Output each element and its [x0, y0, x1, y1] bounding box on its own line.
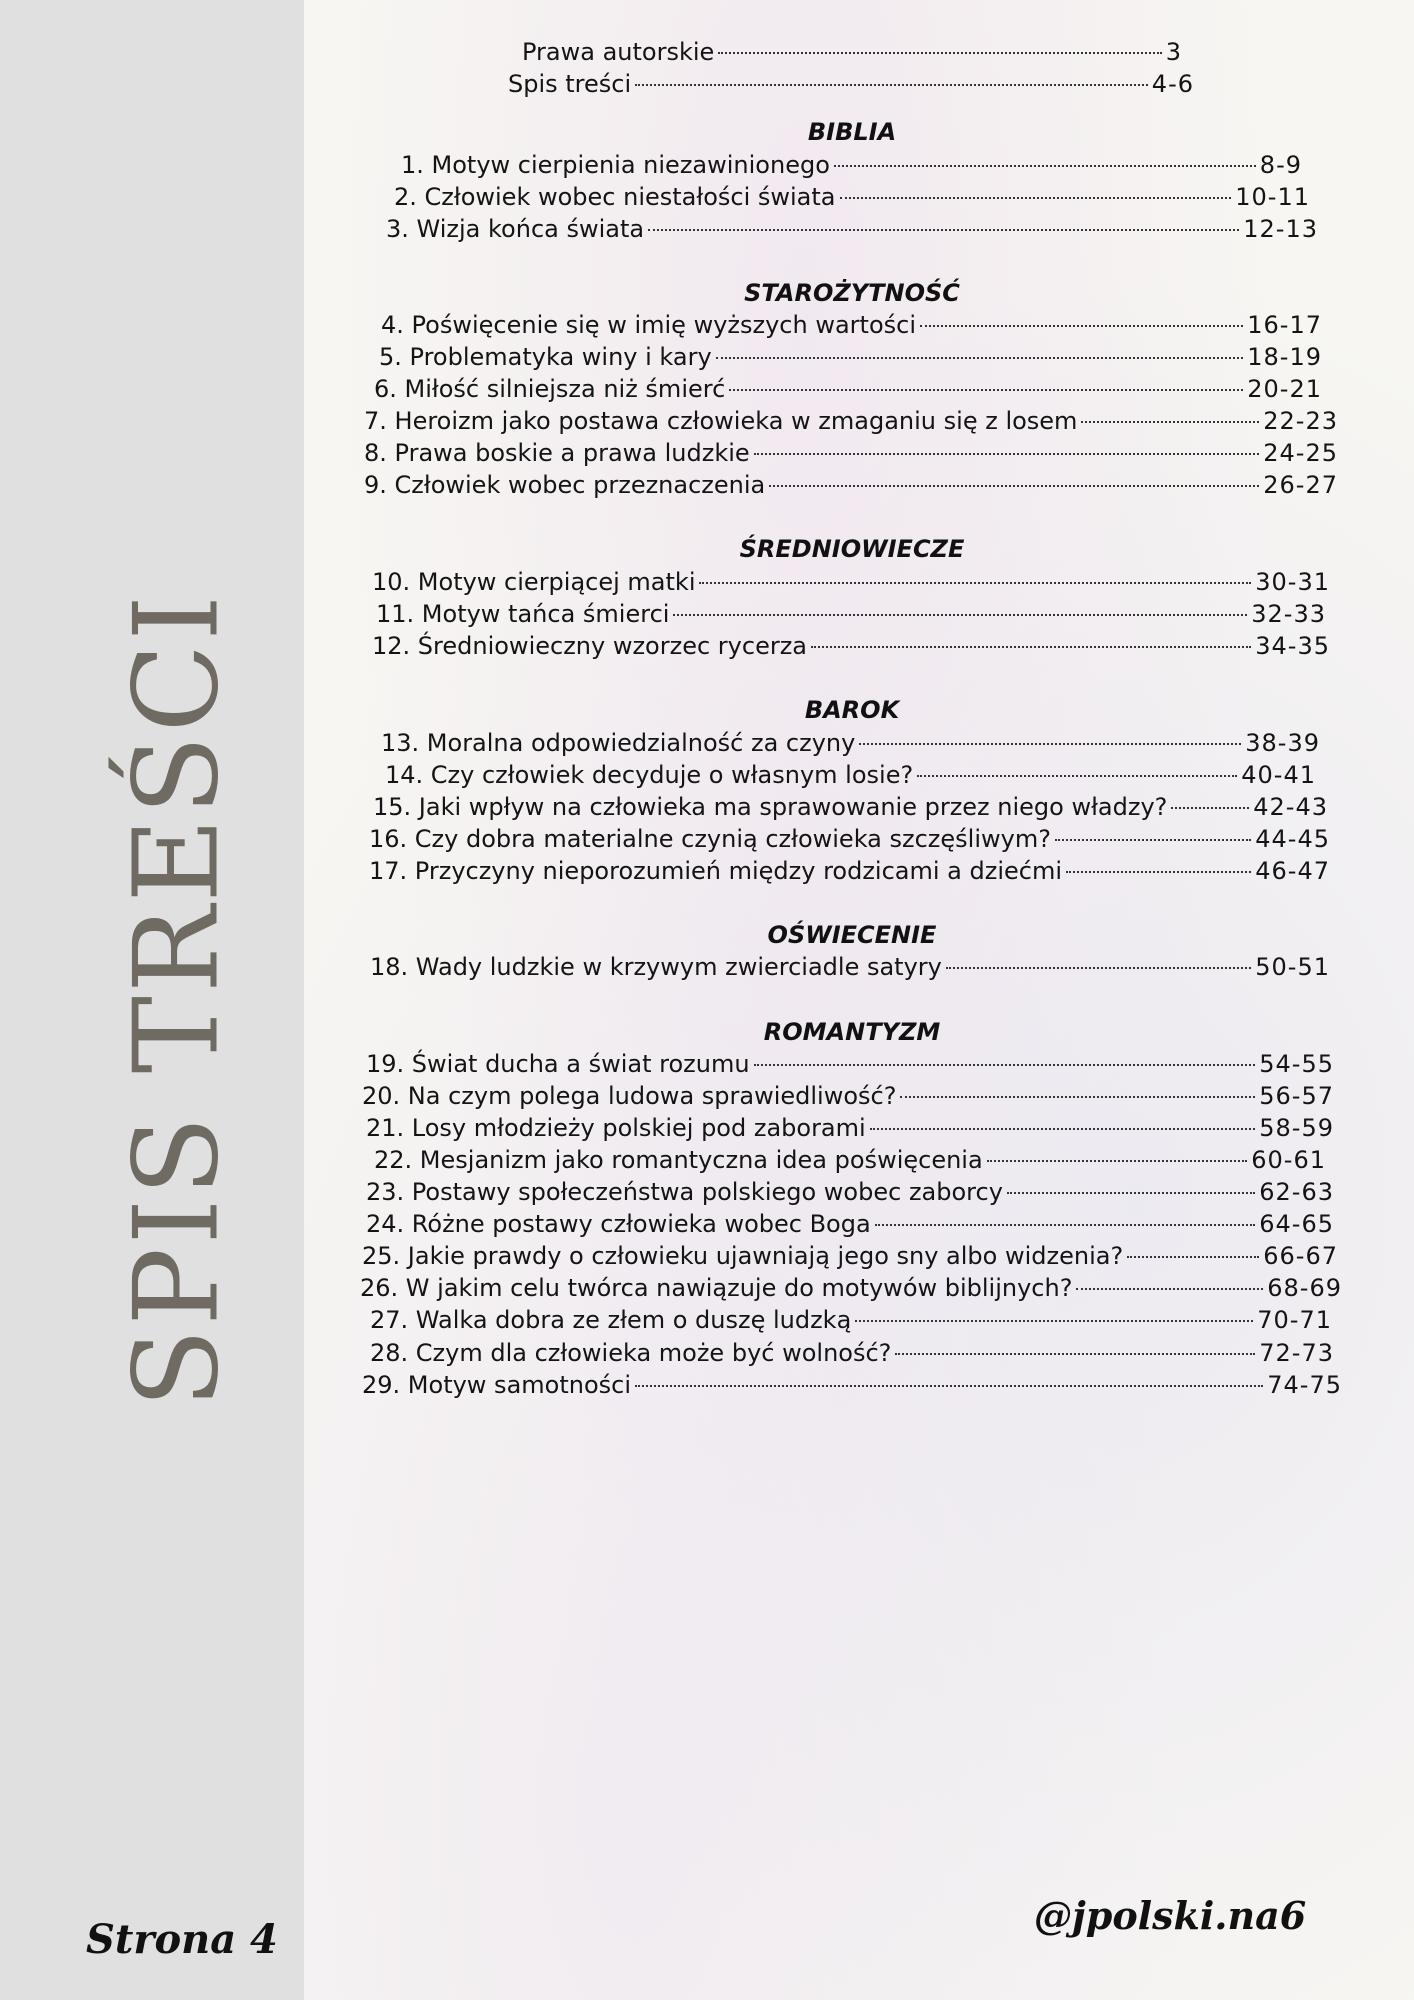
- toc-entry[interactable]: [379, 341, 1322, 373]
- toc-entry-pages: 3: [1165, 38, 1182, 66]
- toc-entry-title: 12. Średniowieczny wzorzec rycerza: [372, 632, 807, 660]
- toc-entry[interactable]: [360, 1272, 1342, 1304]
- toc-entry-pages: 26-27: [1263, 471, 1338, 499]
- toc-entry-pages: 32-33: [1251, 600, 1326, 628]
- toc-entry[interactable]: [394, 181, 1310, 213]
- section-heading: BAROK: [804, 696, 900, 724]
- dot-leader: [859, 743, 1241, 745]
- toc-entry[interactable]: [386, 213, 1318, 245]
- author-handle: @jpolski.na6: [1034, 1893, 1307, 1938]
- toc-entry-title: 25. Jakie prawdy o człowieku ujawniają jego sny albo widzenia?: [362, 1242, 1124, 1270]
- dot-leader: [840, 197, 1232, 199]
- dot-leader: [1007, 1192, 1255, 1194]
- dot-leader: [987, 1160, 1248, 1162]
- toc-entry[interactable]: [362, 1240, 1338, 1272]
- toc-entry-pages: 46-47: [1255, 857, 1330, 885]
- toc-entry-pages: 24-25: [1263, 439, 1338, 467]
- toc-entry-pages: 54-55: [1259, 1050, 1334, 1078]
- toc-entry-front-matter[interactable]: [522, 36, 1182, 68]
- toc-entry-pages: 4-6: [1151, 70, 1194, 98]
- dot-leader: [895, 1353, 1255, 1355]
- toc-entry-title: 21. Losy młodzieży polskiej pod zaborami: [366, 1114, 866, 1142]
- dot-leader: [1055, 839, 1251, 841]
- toc-entry-pages: 34-35: [1255, 632, 1330, 660]
- toc-entry-title: 1. Motyw cierpienia niezawinionego: [401, 151, 830, 179]
- toc-entry[interactable]: [372, 566, 1330, 598]
- dot-leader: [870, 1128, 1256, 1130]
- toc-entry-pages: 72-73: [1259, 1339, 1334, 1367]
- dot-leader: [635, 1385, 1263, 1387]
- dot-leader: [834, 165, 1256, 167]
- toc-entry[interactable]: [364, 469, 1338, 501]
- toc-entry-title: Spis treści: [508, 70, 632, 98]
- toc-entry[interactable]: [385, 759, 1316, 791]
- toc-entry-pages: 8-9: [1259, 151, 1302, 179]
- toc-entry[interactable]: [373, 791, 1328, 823]
- toc-entry-title: Prawa autorskie: [522, 38, 715, 66]
- toc-entry-front-matter[interactable]: [508, 68, 1194, 100]
- toc-entry-title: 26. W jakim celu twórca nawiązuje do motywów biblijnych?: [360, 1274, 1073, 1302]
- toc-entry-title: 5. Problematyka winy i kary: [379, 343, 712, 371]
- toc-entry[interactable]: [364, 437, 1338, 469]
- toc-entry[interactable]: [370, 1304, 1332, 1336]
- toc-entry-title: 10. Motyw cierpiącej matki: [372, 568, 696, 596]
- dot-leader: [1066, 871, 1251, 873]
- dot-leader: [1171, 807, 1249, 809]
- toc-entry-pages: 56-57: [1259, 1082, 1334, 1110]
- toc-entry[interactable]: [374, 1144, 1326, 1176]
- toc-entry-title: 20. Na czym polega ludowa sprawiedliwość?: [362, 1082, 897, 1110]
- dot-leader: [699, 582, 1251, 584]
- section-heading: OŚWIECENIE: [767, 921, 937, 949]
- toc-entry-pages: 10-11: [1235, 183, 1310, 211]
- toc-entry-pages: 18-19: [1247, 343, 1322, 371]
- dot-leader: [754, 1064, 1256, 1066]
- toc-entry-pages: 22-23: [1263, 407, 1338, 435]
- toc-entry[interactable]: [369, 855, 1330, 887]
- dot-leader: [729, 389, 1243, 391]
- toc-entry[interactable]: [381, 309, 1322, 341]
- dot-leader: [920, 325, 1243, 327]
- toc-entry-pages: 64-65: [1259, 1210, 1334, 1238]
- toc-entry-title: 15. Jaki wpływ na człowieka ma sprawowanie przez niego władzy?: [373, 793, 1168, 821]
- sidebar: [0, 0, 304, 2000]
- toc-entry-title: 29. Motyw samotności: [362, 1371, 632, 1399]
- toc-entry[interactable]: [366, 1208, 1334, 1240]
- page-number-label: Strona 4: [86, 1916, 278, 1963]
- toc-entry-title: 16. Czy dobra materialne czynią człowieka szczęśliwym?: [369, 825, 1051, 853]
- dot-leader: [716, 357, 1244, 359]
- toc-entry-pages: 66-67: [1263, 1242, 1338, 1270]
- dot-leader: [811, 646, 1251, 648]
- toc-entry-title: 9. Człowiek wobec przeznaczenia: [364, 471, 766, 499]
- dot-leader: [648, 229, 1239, 231]
- toc-entry-title: 27. Walka dobra ze złem o duszę ludzką: [370, 1306, 852, 1334]
- toc-entry-pages: 58-59: [1259, 1114, 1334, 1142]
- toc-entry-title: 19. Świat ducha a świat rozumu: [366, 1050, 750, 1078]
- dot-leader: [900, 1096, 1255, 1098]
- toc-entry-pages: 50-51: [1255, 953, 1330, 981]
- toc-entry-pages: 70-71: [1257, 1306, 1332, 1334]
- toc-entry-pages: 44-45: [1255, 825, 1330, 853]
- toc-entry-title: 7. Heroizm jako postawa człowieka w zmaganiu się z losem: [364, 407, 1078, 435]
- toc-entry[interactable]: [370, 1337, 1334, 1369]
- dot-leader: [754, 453, 1260, 455]
- toc-entry-pages: 74-75: [1267, 1371, 1342, 1399]
- toc-entry-pages: 12-13: [1243, 215, 1318, 243]
- toc-entry-pages: 30-31: [1255, 568, 1330, 596]
- toc-entry[interactable]: [369, 823, 1330, 855]
- toc-entry-pages: 62-63: [1259, 1178, 1334, 1206]
- toc-entry[interactable]: [366, 1176, 1334, 1208]
- toc-entry[interactable]: [370, 951, 1330, 983]
- toc-entry-title: 8. Prawa boskie a prawa ludzkie: [364, 439, 750, 467]
- section-heading: ROMANTYZM: [763, 1018, 941, 1046]
- section-heading: STAROŻYTNOŚĆ: [744, 279, 960, 307]
- toc-entry-title: 3. Wizja końca świata: [386, 215, 645, 243]
- toc-entry[interactable]: [376, 598, 1326, 630]
- toc-entry-title: 28. Czym dla człowieka może być wolność?: [370, 1339, 892, 1367]
- toc-entry-pages: 60-61: [1251, 1146, 1326, 1174]
- vertical-title: SPIS TREŚCI: [109, 591, 245, 1409]
- dot-leader: [635, 84, 1148, 86]
- toc-entry-title: 17. Przyczyny nieporozumień między rodzicami a dziećmi: [369, 857, 1063, 885]
- dot-leader: [1127, 1256, 1259, 1258]
- dot-leader: [946, 967, 1251, 969]
- toc-entry-title: 24. Różne postawy człowieka wobec Boga: [366, 1210, 871, 1238]
- dot-leader: [917, 775, 1237, 777]
- dot-leader: [718, 52, 1161, 54]
- toc-entry[interactable]: [362, 1080, 1334, 1112]
- toc-entry-pages: 20-21: [1247, 375, 1322, 403]
- toc-entry[interactable]: [381, 727, 1320, 759]
- toc-page: [304, 0, 1414, 2000]
- toc-entry-title: 14. Czy człowiek decyduje o własnym losie?: [385, 761, 914, 789]
- dot-leader: [673, 614, 1247, 616]
- toc-entry-title: 4. Poświęcenie się w imię wyższych wartości: [381, 311, 916, 339]
- toc-entry[interactable]: [372, 630, 1330, 662]
- section-heading: ŚREDNIOWIECZE: [739, 535, 965, 563]
- toc-entry-pages: 16-17: [1247, 311, 1322, 339]
- toc-entry-title: 18. Wady ludzkie w krzywym zwierciadle satyry: [370, 953, 942, 981]
- toc-entry[interactable]: [366, 1048, 1334, 1080]
- toc-entry-pages: 38-39: [1245, 729, 1320, 757]
- toc-entry[interactable]: [401, 149, 1302, 181]
- toc-entry-title: 13. Moralna odpowiedzialność za czyny: [381, 729, 856, 757]
- toc-entry-pages: 42-43: [1253, 793, 1328, 821]
- dot-leader: [1081, 421, 1259, 423]
- toc-entry-pages: 68-69: [1267, 1274, 1342, 1302]
- toc-entry[interactable]: [362, 1369, 1342, 1401]
- toc-entry-pages: 40-41: [1241, 761, 1316, 789]
- section-heading: BIBLIA: [807, 118, 897, 146]
- toc-entry-title: 2. Człowiek wobec niestałości świata: [394, 183, 836, 211]
- toc-entry-title: 22. Mesjanizm jako romantyczna idea poświęcenia: [374, 1146, 983, 1174]
- toc-entry[interactable]: [364, 405, 1338, 437]
- dot-leader: [855, 1320, 1253, 1322]
- dot-leader: [1076, 1288, 1263, 1290]
- dot-leader: [875, 1224, 1256, 1226]
- toc-entry-title: 11. Motyw tańca śmierci: [376, 600, 670, 628]
- toc-entry[interactable]: [374, 373, 1322, 405]
- dot-leader: [769, 485, 1259, 487]
- toc-entry-title: 6. Miłość silniejsza niż śmierć: [374, 375, 726, 403]
- toc-entry-title: 23. Postawy społeczeństwa polskiego wobec zaborcy: [366, 1178, 1003, 1206]
- toc-entry[interactable]: [366, 1112, 1334, 1144]
